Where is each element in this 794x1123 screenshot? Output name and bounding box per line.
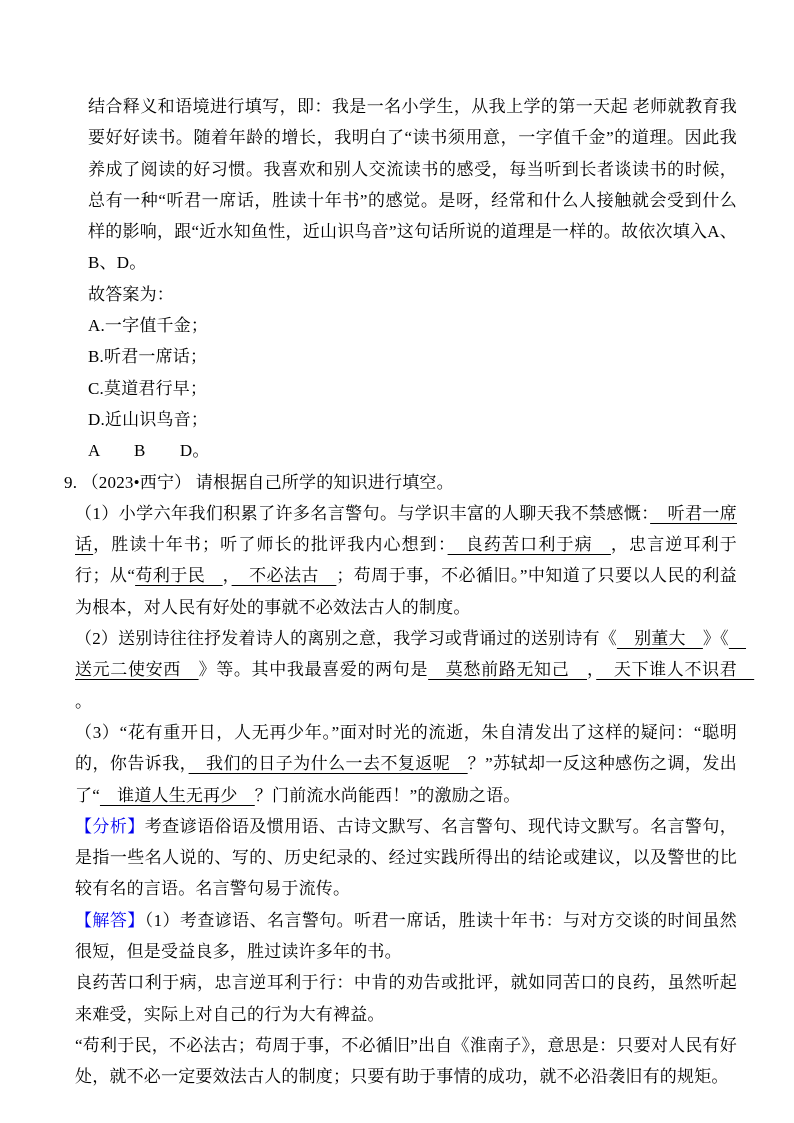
- text-segment: 故答案为：: [88, 284, 174, 304]
- q8-option-c: [88, 373, 737, 404]
- text-segment: D.近山识鸟音；: [88, 409, 209, 429]
- q9-part1: [75, 498, 737, 623]
- q9-part2: [75, 623, 755, 717]
- answer-paragraph-1: [75, 905, 737, 968]
- text-segment: 。: [75, 691, 93, 711]
- text-segment: （1）考查谚语、名言警句。听君一席话，胜读十年书：与对方交谈的时间虽然很短，但是受益良多，胜过读许多年的书。: [75, 910, 737, 962]
- answer-paragraph-3: [75, 1030, 737, 1093]
- q8-answer-intro: [88, 279, 737, 310]
- blank-answer: 送元二使安西: [75, 629, 747, 680]
- document-body: [64, 91, 755, 1093]
- q8-final-answer: [88, 435, 737, 466]
- q8-option-d: [88, 404, 737, 435]
- text-segment: 结合释义和语境进行填写，即：我是一名小学生，从我上学的第一天起 老师就教育我要好好读书。随着年龄的增长，我明白了“读书须用意，一字值千金”的道理。因此我养成了阅读的好习惯。我喜欢和别人交流读书的感受，每当听到长者谈读书的时候，总有一种“听君一席话，胜读十年书”的感觉。是呀，经常和什么人接触就会受到什么样的影响，跟“近水知鱼性，近山识鸟音”这句话所说的道理是一样的。故依次填入A、B、D。: [88, 97, 737, 273]
- text-segment: ，: [222, 566, 232, 586]
- text-segment: C.莫道君行早；: [88, 378, 208, 398]
- text-segment: 》等。其中我最喜爱的两句是: [198, 660, 429, 680]
- text-segment: ，胜读十年书；听了师长的批评我内心想到：: [93, 535, 448, 555]
- text-segment: ，忠言逆耳利于行；从“: [75, 535, 738, 586]
- analysis-paragraph: [75, 811, 737, 905]
- text-segment: ，: [587, 660, 597, 680]
- section-label: 【分析】: [75, 816, 145, 836]
- text-segment: ；苟周于事，不必循旧。”中知道了只要以人民的利益为根本，对人民有好处的事就不必效法古人的制度。: [75, 566, 738, 617]
- text-segment: B.听君一席话；: [88, 347, 208, 367]
- q9-heading: [64, 467, 737, 498]
- text-segment: A B D。: [88, 441, 210, 461]
- text-segment: A.一字值千金；: [88, 316, 209, 336]
- q8-option-a: [88, 310, 737, 341]
- blank-answer: 苟利于民: [135, 566, 223, 586]
- blank-answer: 我们的日子为什么一去不复返呢: [188, 754, 468, 774]
- q8-explanation: [88, 91, 737, 279]
- text-segment: （2）送别诗往往抒发着诗人的离别之意，我学习或背诵过的送别诗有《: [75, 629, 617, 649]
- answer-paragraph-2: [75, 967, 737, 1030]
- text-segment: （3）“花有重开日，人无再少年。”面对时光的流逝，朱自清发出了这样的疑问：“聪明的，你告诉我，: [75, 722, 737, 774]
- text-segment: “苟利于民，不必法古；苟周于事，不必循旧”出自《淮南子》，意思是：只要对人民有好处，就不必一定要效法古人的制度；只要有助于事情的成功，就不必沿袭旧有的规矩。: [75, 1035, 737, 1087]
- text-segment: 考查谚语俗语及惯用语、古诗文默写、名言警句、现代诗文默写。名言警句，是指一些名人说的、写的、历史纪录的、经过实践所得出的结论或建议，以及警世的比较有名的言语。名言警句易于流传。: [75, 816, 737, 899]
- blank-answer: 听君一席话: [75, 503, 737, 555]
- text-segment: （1）小学六年我们积累了许多名言警句。与学识丰富的人聊天我不禁感慨：: [75, 503, 651, 523]
- blank-answer: 不必法古: [231, 566, 337, 586]
- text-segment: 良药苦口利于病，忠言逆耳利于行：中肯的劝告或批评，就如同苦口的良药，虽然听起来难受，实际上对自己的行为大有裨益。: [75, 973, 737, 1024]
- text-segment: 9. （2023•西宁） 请根据自己所学的知识进行填空。: [64, 472, 454, 492]
- text-segment: ？”苏轼却一反这种感伤之调，发出了“: [75, 754, 738, 805]
- text-segment: 》《: [702, 629, 729, 649]
- blank-answer: 别董大: [616, 629, 703, 649]
- blank-answer: 良药苦口利于病: [447, 535, 611, 555]
- blank-answer: 谁道人生无再少: [99, 785, 255, 805]
- section-label: 【解答】: [75, 910, 145, 930]
- blank-answer: 莫愁前路无知己: [428, 660, 588, 680]
- text-segment: ？门前流水尚能西！”的激励之语。: [254, 785, 521, 805]
- q8-option-b: [88, 341, 737, 372]
- q9-part3: [75, 717, 737, 811]
- blank-answer: 天下谁人不识君: [596, 660, 755, 680]
